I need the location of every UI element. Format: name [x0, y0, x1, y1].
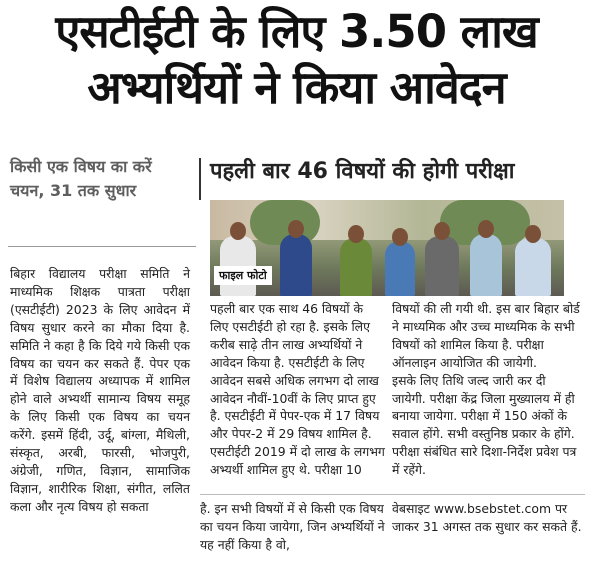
headline [0, 4, 593, 116]
article-column-5 [392, 500, 582, 536]
column-3-paragraph-2: इसके लिए तिथि जल्द जारी कर दी जायेगी. परीक्षा केंद्र जिला मुख्यालय में ही बनाया जायेगा. परीक्षा में 150 अंकों के सवाल होंगे. सभी वस्तुनिष्ठ प्रकार के होंगे. परीक्षा संबंधित सारे दिशा-निर्देश प्रवेश पत्र में रहेंगे. [392, 372, 577, 478]
photo-person [385, 241, 415, 296]
column-1-text: बिहार विद्यालय परीक्षा समिति ने माध्यमिक शिक्षक पात्रता परीक्षा (एसटीईटी) 2023 के लिए आवेदन में विषय सुधार करने का मौका दिया है. समिति ने कहा है कि दिये गये किसी एक विषय का चयन कर सकते हैं. पेपर एक में विशेष विद्यालय अध्यापक में शामिल होने वाले अभ्यर्थी सामान्य विषय समूह के लिए किसी एक विषय का चयन करेंगे. इसमें हिंदी, उर्दू, बांग्ला, मैथिली, संस्कृत, अरबी, फारसी, भोजपुरी, अंग्रेजी, गणित, विज्ञान, सामाजिक विज्ञान, शारीरिक शिक्षा, संगीत, ललित कला और नृत्य विषय हो सकता [10, 266, 190, 514]
photo-person-head [230, 222, 246, 240]
column-3-paragraph-1: विषयों की ली गयी थी. इस बार बिहार बोर्ड ने माध्यमिक और उच्च माध्यमिक के सभी विषयों को शामिल किया है. परीक्षा ऑनलाइन आयोजित की जायेगी. [392, 301, 580, 370]
article-column-4 [200, 500, 392, 554]
photo-person-head [288, 220, 304, 238]
photo-person-head [392, 228, 408, 246]
photo-person-head [348, 225, 364, 243]
photo-person [515, 238, 551, 296]
photo-person-head [434, 222, 450, 240]
photo-person [280, 234, 312, 296]
article-column-3 [392, 300, 582, 479]
photo-person [340, 238, 372, 296]
subheading-divider [199, 158, 201, 200]
left-subheading: किसी एक विषय का करें चयन, 31 तक सुधार [10, 157, 152, 200]
photo-person-head [525, 225, 541, 243]
right-subheading: पहली बार 46 विषयों की होगी परीक्षा [210, 159, 515, 184]
headline-line-1: एसटीईटी के लिए 3.50 लाख [55, 5, 538, 58]
photo-person [425, 236, 459, 296]
article-column-1 [10, 265, 190, 516]
left-column-rule [8, 246, 196, 247]
column-4-text: है. इन सभी विषयों में से किसी एक विषय का चयन किया जायेगा, जिन अभ्यर्थियों ने यह नहीं किया है वो, [200, 501, 385, 552]
column-2-text: पहली बार एक साथ 46 विषयों के लिए एसटीईटी हो रहा है. इसके लिए करीब साढ़े तीन लाख अभ्यर्थियों ने आवेदन किया है. एसटीईटी के लिए आवेदन सबसे अधिक लगभग दो लाख आवेदन नौवीं-10वीं के लिए प्राप्त हुए है. एसटीईटी में पेपर-एक में 17 विषय और पेपर-2 में 29 विषय शामिल है. एसटीईटी 2019 में दो लाख के लगभग अभ्यर्थी शामिल हुए थे. परीक्षा 10 [210, 301, 385, 478]
news-photo [210, 200, 564, 296]
photo-person-head [478, 220, 494, 238]
headline-line-2: अभ्यर्थियों ने किया आवेदन [87, 61, 506, 114]
column-5-text: वेबसाइट www.bsebstet.com पर जाकर 31 अगस्त तक सुधार कर सकते हैं. [392, 501, 582, 534]
photo-caption: फाइल फोटो [214, 266, 272, 285]
photo-person [470, 234, 502, 296]
bottom-rule [200, 494, 585, 495]
article-column-2 [210, 300, 385, 479]
